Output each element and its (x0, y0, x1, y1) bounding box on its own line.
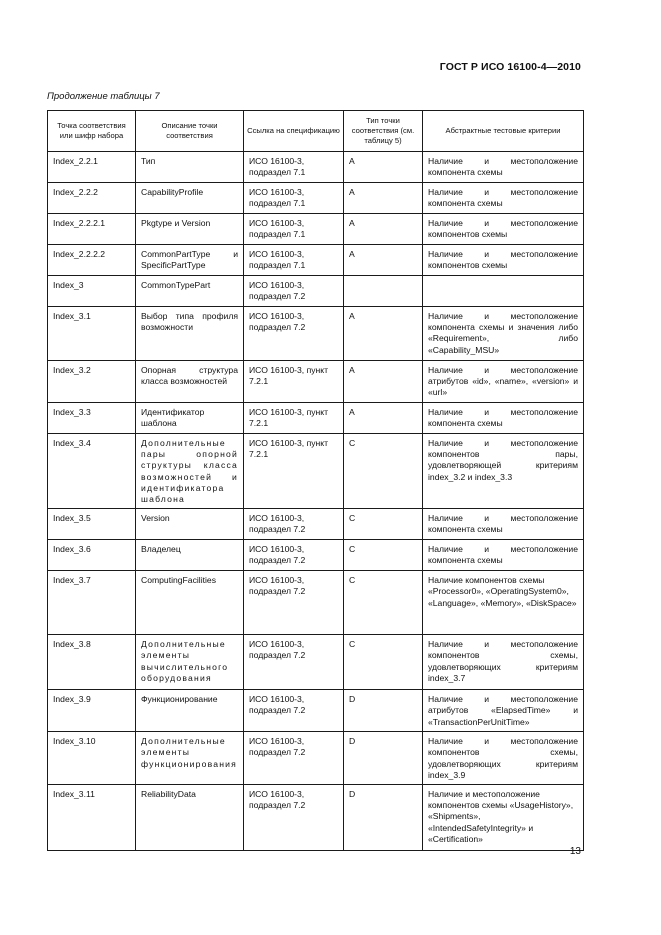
row-description: Владелец (136, 540, 244, 571)
row-reference: ИСО 16100-3, подраздел 7.2 (244, 785, 344, 851)
row-reference: ИСО 16100-3, подраздел 7.2 (244, 571, 344, 635)
table-row (48, 276, 584, 307)
table-row (48, 434, 584, 509)
row-type: A (344, 307, 423, 361)
table-row (48, 214, 584, 245)
row-reference: ИСО 16100-3, пункт 7.2.1 (244, 361, 344, 403)
row-criteria: Наличие и местоположение компонентов схемы (423, 214, 584, 245)
row-type: C (344, 434, 423, 509)
row-id: Index_3.1 (48, 307, 136, 361)
row-criteria (423, 276, 584, 307)
row-reference: ИСО 16100-3, подраздел 7.1 (244, 245, 344, 276)
row-description: Pkgtype и Version (136, 214, 244, 245)
row-criteria: Наличие и местоположение компонента схемы (423, 183, 584, 214)
row-criteria: Наличие и местоположение компонентов схемы, удовлетворяющих критериям index_3.9 (423, 732, 584, 785)
row-id: Index_3.11 (48, 785, 136, 851)
row-criteria: Наличие компонентов схемы «Processor0», «OperatingSystem0», «Language», «Memory», «DiskSpace» (423, 571, 584, 635)
column-header-criteria: Абстрактные тестовые критерии (423, 111, 584, 152)
row-id: Index_3.3 (48, 403, 136, 434)
row-type: A (344, 183, 423, 214)
row-id: Index_3.6 (48, 540, 136, 571)
row-id: Index_3.9 (48, 690, 136, 732)
row-reference: ИСО 16100-3, подраздел 7.2 (244, 732, 344, 785)
table-row (48, 152, 584, 183)
row-reference: ИСО 16100-3, подраздел 7.2 (244, 540, 344, 571)
row-type: D (344, 732, 423, 785)
row-criteria: Наличие и местоположение атрибутов «ElapsedTime» и «TransactionPerUnitTime» (423, 690, 584, 732)
table-header-row (48, 111, 584, 152)
table-row (48, 690, 584, 732)
row-type (344, 276, 423, 307)
table-row (48, 785, 584, 851)
row-criteria: Наличие и местоположение компонента схемы (423, 540, 584, 571)
row-reference: ИСО 16100-3, подраздел 7.1 (244, 152, 344, 183)
row-criteria: Наличие и местоположение компонента схемы и значения либо «Requirement», либо «Capability_MSU» (423, 307, 584, 361)
row-description: Функционирование (136, 690, 244, 732)
column-header-point: Точка соответствия или шифр набора (48, 111, 136, 152)
row-reference: ИСО 16100-3, подраздел 7.1 (244, 183, 344, 214)
row-reference: ИСО 16100-3, пункт 7.2.1 (244, 434, 344, 509)
table-caption: Продолжение таблицы 7 (47, 91, 160, 102)
row-id: Index_3.8 (48, 635, 136, 690)
row-reference: ИСО 16100-3, пункт 7.2.1 (244, 403, 344, 434)
row-description: Опорная структура класса возможностей (136, 361, 244, 403)
table-row (48, 361, 584, 403)
row-criteria: Наличие и местоположение компонентов схемы (423, 245, 584, 276)
row-criteria: Наличие и местоположение компонентов пары, удовлетворяющей критериям index_3.2 и index_3.3 (423, 434, 584, 509)
table-row (48, 183, 584, 214)
row-id: Index_3.2 (48, 361, 136, 403)
row-type: C (344, 635, 423, 690)
row-type: A (344, 245, 423, 276)
row-criteria: Наличие и местоположение компонента схемы (423, 509, 584, 540)
row-criteria: Наличие и местоположение компонента схемы (423, 403, 584, 434)
row-type: C (344, 540, 423, 571)
table-row (48, 307, 584, 361)
row-id: Index_2.2.2.2 (48, 245, 136, 276)
table-row (48, 540, 584, 571)
row-reference: ИСО 16100-3, подраздел 7.1 (244, 214, 344, 245)
row-id: Index_3.5 (48, 509, 136, 540)
row-description: Выбор типа профиля возможности (136, 307, 244, 361)
row-reference: ИСО 16100-3, подраздел 7.2 (244, 509, 344, 540)
page-number: 13 (569, 846, 581, 857)
row-description: Version (136, 509, 244, 540)
row-type: C (344, 571, 423, 635)
row-id: Index_2.2.2 (48, 183, 136, 214)
row-reference: ИСО 16100-3, подраздел 7.2 (244, 276, 344, 307)
row-description: ReliabilityData (136, 785, 244, 851)
row-reference: ИСО 16100-3, подраздел 7.2 (244, 690, 344, 732)
row-id: Index_3.4 (48, 434, 136, 509)
row-id: Index_3 (48, 276, 136, 307)
row-description: Идентификатор шаблона (136, 403, 244, 434)
row-type: A (344, 361, 423, 403)
row-description: Дополнительные элементы вычислительного оборудования (136, 635, 244, 690)
row-id: Index_3.7 (48, 571, 136, 635)
row-reference: ИСО 16100-3, подраздел 7.2 (244, 635, 344, 690)
row-type: A (344, 152, 423, 183)
requirements-table (47, 110, 584, 851)
column-header-description: Описание точки соответствия (136, 111, 244, 152)
row-criteria: Наличие и местоположение компонентов схемы «UsageHistory», «Shipments», «IntendedSafetyIntegrity» и «Certification» (423, 785, 584, 851)
column-header-type: Тип точки соответствия (см. таблицу 5) (344, 111, 423, 152)
row-description: Дополнительные пары опорной структуры класса возможностей и идентификатора шаблона (136, 434, 244, 509)
column-header-reference: Ссылка на спецификацию (244, 111, 344, 152)
table-row (48, 635, 584, 690)
row-description: Дополнительные элементы функционирования (136, 732, 244, 785)
document-code: ГОСТ Р ИСО 16100-4—2010 (439, 61, 581, 73)
row-description: CapabilityProfile (136, 183, 244, 214)
table-row (48, 732, 584, 785)
row-type: D (344, 690, 423, 732)
row-criteria: Наличие и местоположение компонентов схемы, удовлетворяющих критериям index_3.7 (423, 635, 584, 690)
row-type: C (344, 509, 423, 540)
row-description: ComputingFacilities (136, 571, 244, 635)
row-type: A (344, 214, 423, 245)
row-id: Index_2.2.2.1 (48, 214, 136, 245)
row-description: CommonPartType и SpecificPartType (136, 245, 244, 276)
row-type: D (344, 785, 423, 851)
table-row (48, 245, 584, 276)
row-criteria: Наличие и местоположение атрибутов «id», «name», «version» и «url» (423, 361, 584, 403)
row-description: Тип (136, 152, 244, 183)
row-criteria: Наличие и местоположение компонента схемы (423, 152, 584, 183)
row-reference: ИСО 16100-3, подраздел 7.2 (244, 307, 344, 361)
table-row (48, 571, 584, 635)
row-id: Index_3.10 (48, 732, 136, 785)
table-row (48, 403, 584, 434)
row-id: Index_2.2.1 (48, 152, 136, 183)
row-description: CommonTypePart (136, 276, 244, 307)
row-type: A (344, 403, 423, 434)
table-row (48, 509, 584, 540)
